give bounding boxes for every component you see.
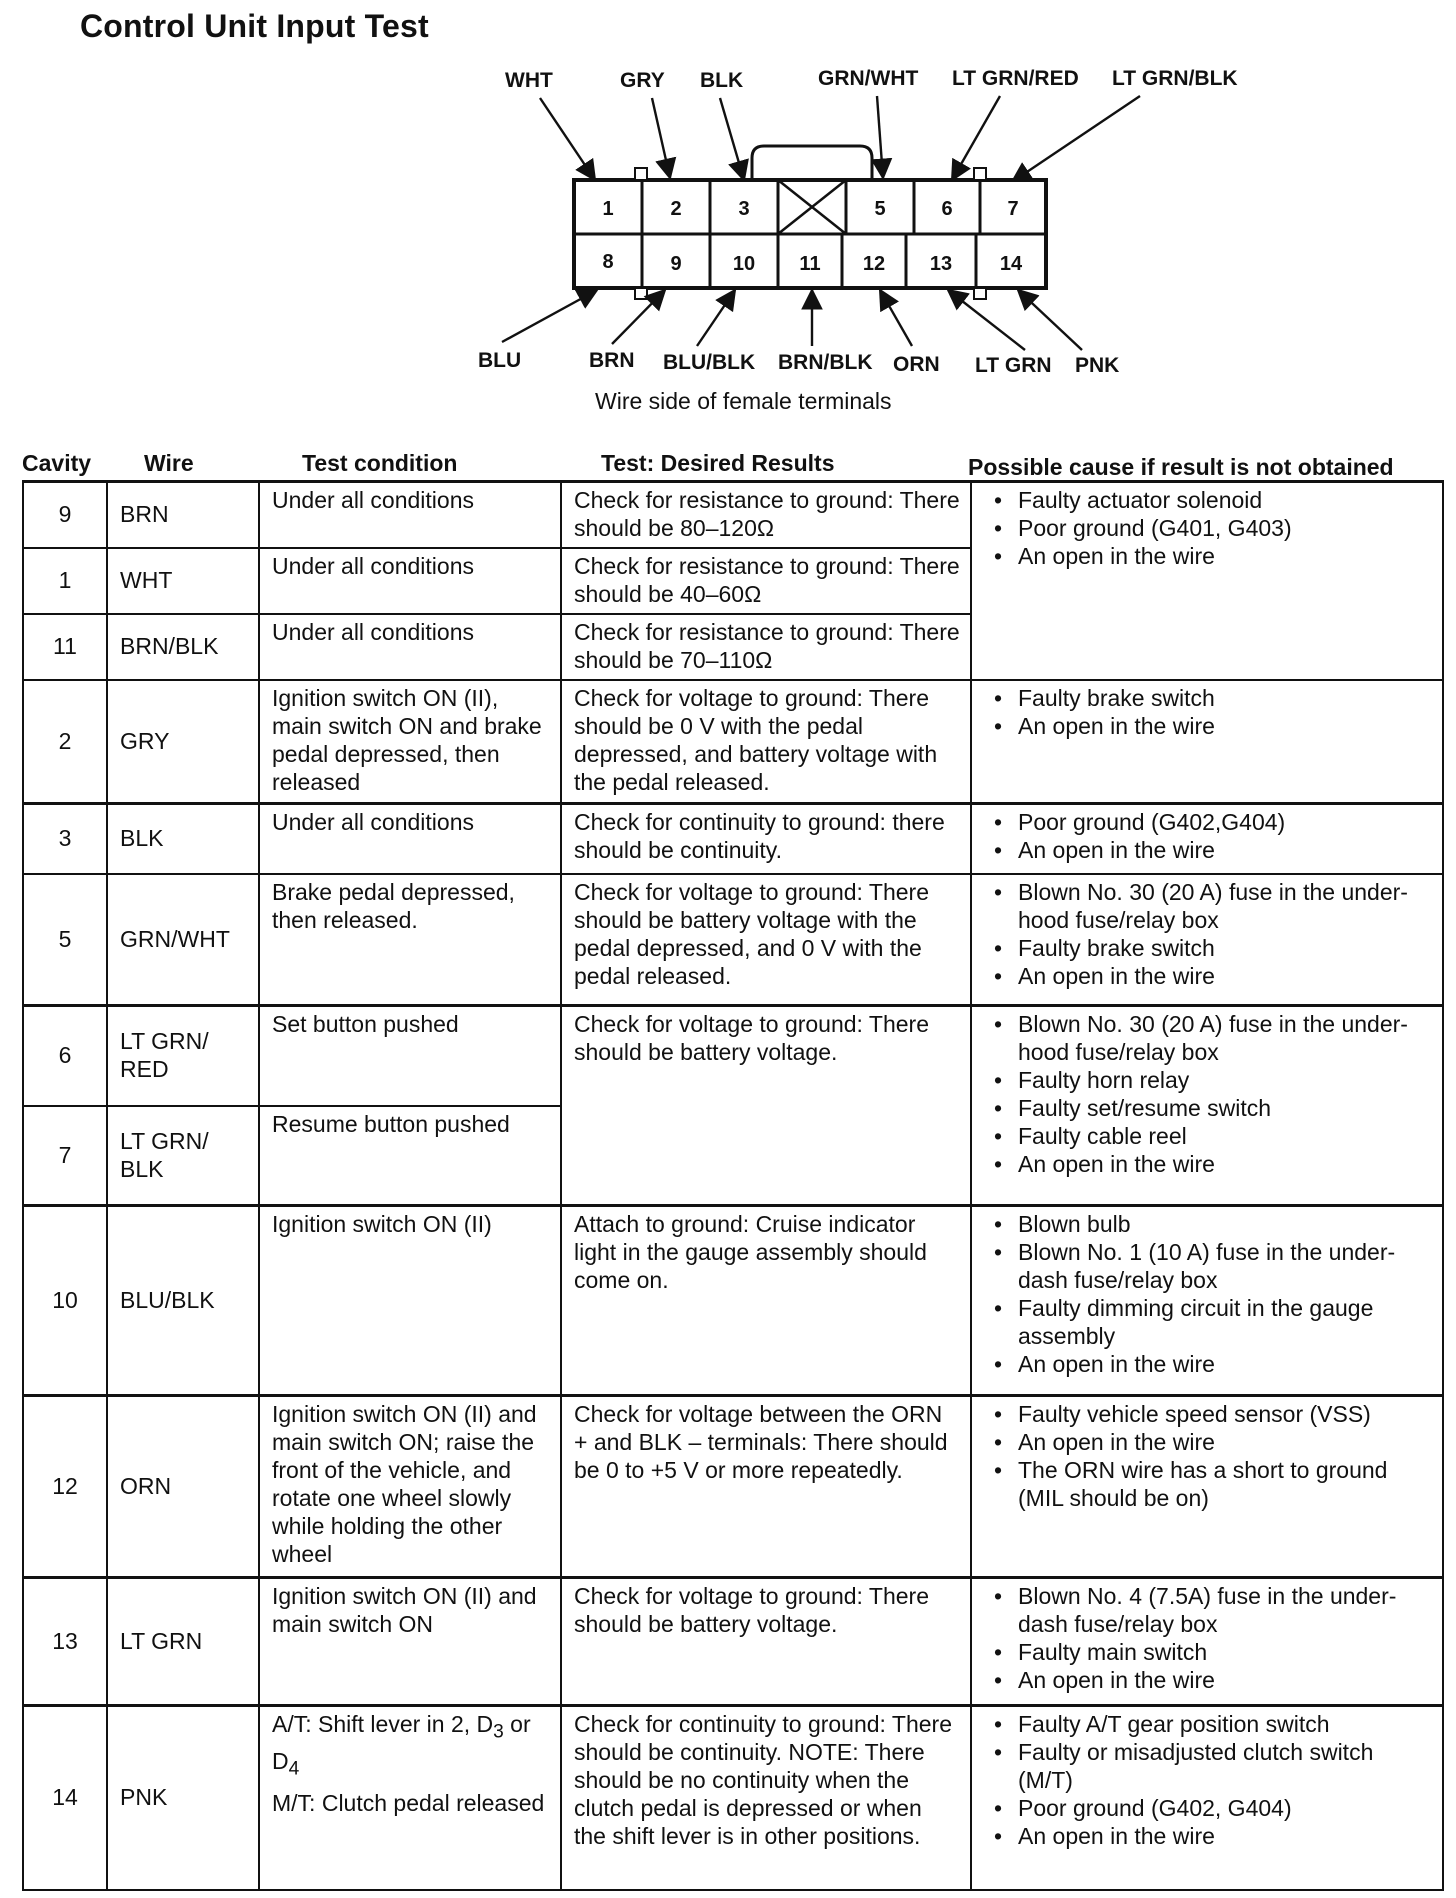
result-cell: Check for voltage to ground: There should be 0 V with the pedal depressed, and battery voltage with the pedal released. [561,680,971,804]
cause-item: • Faulty dimming circuit in the gauge assembly [984,1294,1432,1350]
wire-cell: GRN/WHT [107,874,259,1006]
condition-cell: Brake pedal depressed, then released. [259,874,561,1006]
cause-item: • Faulty horn relay [984,1066,1432,1094]
cause-cell [971,874,1443,1006]
cause-list [984,486,1432,570]
cavity-number: 12 [862,253,886,275]
input-test-table [22,480,1444,1891]
cavity-number: 3 [738,198,750,220]
arrow-lt-grn-blk [1012,96,1140,182]
table-row [23,804,1443,874]
cause-item: • Poor ground (G401, G403) [984,514,1432,542]
cavity-number: 1 [602,198,614,220]
wire-cell: BRN/BLK [107,614,259,680]
result-cell: Attach to ground: Cruise indicator light in the gauge assembly should come on. [561,1206,971,1396]
condition-cell: Under all conditions [259,482,561,548]
wire-label-blu-blk: BLU/BLK [663,351,756,374]
condition-cell [259,1706,561,1890]
wire-label-lt-grn-red: LT GRN/RED [952,67,1079,90]
cause-cell [971,482,1443,680]
cause-item: • Faulty vehicle speed sensor (VSS) [984,1400,1432,1428]
condition-cell: Under all conditions [259,614,561,680]
cause-item: • An open in the wire [984,1350,1432,1378]
wire-cell: ORN [107,1396,259,1578]
cause-item: • Faulty A/T gear position switch [984,1710,1432,1738]
result-cell: Check for continuity to ground: there should be continuity. [561,804,971,874]
table-row [23,1578,1443,1706]
cause-item: • Faulty brake switch [984,684,1432,712]
wire-cell: PNK [107,1706,259,1890]
cavity-number: 10 [732,253,756,275]
cavity-number: 6 [941,198,953,220]
cause-item: • Poor ground (G402, G404) [984,1794,1432,1822]
condition-cell: Ignition switch ON (II) and main switch ON; raise the front of the vehicle, and rotate one wheel slowly while holding the other wheel [259,1396,561,1578]
cause-list [984,1400,1432,1512]
cause-item: • An open in the wire [984,1822,1432,1850]
cavity-number: 7 [1007,198,1019,220]
wire-cell: LT GRN/ BLK [107,1106,259,1206]
cavity-number: 2 [670,198,682,220]
table-row [23,1706,1443,1890]
cause-item: • An open in the wire [984,1150,1432,1178]
cause-item: • Faulty brake switch [984,934,1432,962]
cavity-cell: 1 [23,548,107,614]
cavity-number: 9 [670,253,682,275]
table-row [23,1396,1443,1578]
cavity-cell: 9 [23,482,107,548]
cause-item: • An open in the wire [984,1666,1432,1694]
wire-label-blk: BLK [700,69,744,92]
cause-list [984,684,1432,740]
cavity-cell: 14 [23,1706,107,1890]
wire-cell: LT GRN [107,1578,259,1706]
cause-item: • An open in the wire [984,542,1432,570]
cause-item: • Faulty actuator solenoid [984,486,1432,514]
cause-item: • Faulty cable reel [984,1122,1432,1150]
cavity-number: 8 [602,251,614,273]
wire-label-lt-grn-blk: LT GRN/BLK [1112,67,1238,90]
condition-cell: Ignition switch ON (II) [259,1206,561,1396]
cavity-number: 11 [799,253,821,275]
cause-cell [971,1206,1443,1396]
wire-label-wht: WHT [505,69,553,92]
cavity-cell: 5 [23,874,107,1006]
cause-item: • Blown No. 30 (20 A) fuse in the under-hood fuse/relay box [984,1010,1432,1066]
wire-cell: GRY [107,680,259,804]
cavity-cell: 11 [23,614,107,680]
cavity-number: 14 [999,253,1023,275]
cause-item: • An open in the wire [984,836,1432,864]
condition-cell: Ignition switch ON (II) and main switch ON [259,1578,561,1706]
wire-label-lt-grn: LT GRN [975,354,1052,377]
condition-cell: Resume button pushed [259,1106,561,1206]
cause-cell [971,680,1443,804]
condition-mt: M/T: Clutch pedal released [272,1790,545,1817]
cavity-cell: 10 [23,1206,107,1396]
arrow-gry [652,98,670,178]
cavity-cell: 7 [23,1106,107,1206]
arrow-blk [720,98,744,180]
cause-item: • Blown bulb [984,1210,1432,1238]
arrow-blu [502,290,597,342]
cavity-cell: 6 [23,1006,107,1106]
cavity-number: 13 [929,253,953,275]
cause-item: • An open in the wire [984,962,1432,990]
condition-cell: Under all conditions [259,804,561,874]
result-cell: Check for resistance to ground: There should be 80–120Ω [561,482,971,548]
cavity-cell: 13 [23,1578,107,1706]
cause-item: • Faulty main switch [984,1638,1432,1666]
cause-cell [971,1006,1443,1206]
cavity-cell: 3 [23,804,107,874]
cause-cell [971,1706,1443,1890]
condition-at: A/T: Shift lever in 2, $D_3$ or $D_4$ [272,1711,531,1780]
wire-cell: WHT [107,548,259,614]
cause-item: • Poor ground (G402,G404) [984,808,1432,836]
result-cell: Check for resistance to ground: There should be 40–60Ω [561,548,971,614]
cause-list [984,1010,1432,1178]
wire-label-brn: BRN [589,349,635,372]
connector-body [574,146,1046,299]
arrow-grn-wht [877,96,883,178]
result-cell: Check for resistance to ground: There should be 70–110Ω [561,614,971,680]
table-row [23,874,1443,1006]
cause-item: • Faulty or misadjusted clutch switch (M/T) [984,1738,1432,1794]
header-desired-results: Test: Desired Results [601,450,835,476]
arrow-wht [540,98,595,180]
condition-cell: Under all conditions [259,548,561,614]
table-row [23,482,1443,548]
page-title: Control Unit Input Test [80,8,429,44]
cavity-cell: 12 [23,1396,107,1578]
arrow-orn [880,290,912,346]
result-cell: Check for voltage to ground: There should be battery voltage. [561,1006,971,1206]
arrow-pnk [1018,290,1082,350]
wire-label-brn-blk: BRN/BLK [778,351,873,374]
wire-label-grn-wht: GRN/WHT [818,67,919,90]
header-test-condition: Test condition [302,450,458,476]
cause-item: • Blown No. 1 (10 A) fuse in the under-dash fuse/relay box [984,1238,1432,1294]
cause-cell [971,1396,1443,1578]
wire-label-blu: BLU [478,349,522,372]
cavity-cell: 2 [23,680,107,804]
result-cell: Check for voltage to ground: There should be battery voltage. [561,1578,971,1706]
wire-label-gry: GRY [620,69,665,92]
wire-cell: BLK [107,804,259,874]
table-row [23,680,1443,804]
result-cell: Check for voltage to ground: There should be battery voltage with the pedal depressed, and 0 V with the pedal released. [561,874,971,1006]
cavity-number: 5 [874,198,886,220]
cause-list [984,808,1432,864]
table-row [23,1006,1443,1106]
result-cell: Check for continuity to ground: There should be continuity. NOTE: There should be no continuity when the clutch pedal is depressed or when the shift lever is in other positions. [561,1706,971,1890]
cause-item: • The ORN wire has a short to ground (MIL should be on) [984,1456,1432,1512]
cause-item: • Blown No. 30 (20 A) fuse in the under-hood fuse/relay box [984,878,1432,934]
result-cell: Check for voltage between the ORN + and BLK – terminals: There should be 0 to +5 V or more repeatedly. [561,1396,971,1578]
cause-item: • Faulty set/resume switch [984,1094,1432,1122]
header-cavity: Cavity [22,450,92,476]
cause-list [984,1710,1432,1850]
wire-cell: LT GRN/ RED [107,1006,259,1106]
cause-item: • Blown No. 4 (7.5A) fuse in the under-dash fuse/relay box [984,1582,1432,1638]
cause-cell [971,1578,1443,1706]
wire-label-orn: ORN [893,353,940,376]
cause-list [984,1210,1432,1378]
header-possible-cause: Possible cause if result is not obtained [968,454,1394,480]
diagram-caption: Wire side of female terminals [595,388,892,414]
cause-cell [971,804,1443,874]
header-wire: Wire [144,450,194,476]
cause-list [984,878,1432,990]
wire-cell: BLU/BLK [107,1206,259,1396]
table-row [23,1206,1443,1396]
condition-cell: Ignition switch ON (II), main switch ON and brake pedal depressed, then released [259,680,561,804]
cause-list [984,1582,1432,1694]
wire-cell: BRN [107,482,259,548]
arrow-blu-blk [697,290,735,346]
cause-item: • An open in the wire [984,712,1432,740]
wire-label-pnk: PNK [1075,354,1120,377]
condition-cell: Set button pushed [259,1006,561,1106]
cause-item: • An open in the wire [984,1428,1432,1456]
connector-diagram [0,0,1456,430]
